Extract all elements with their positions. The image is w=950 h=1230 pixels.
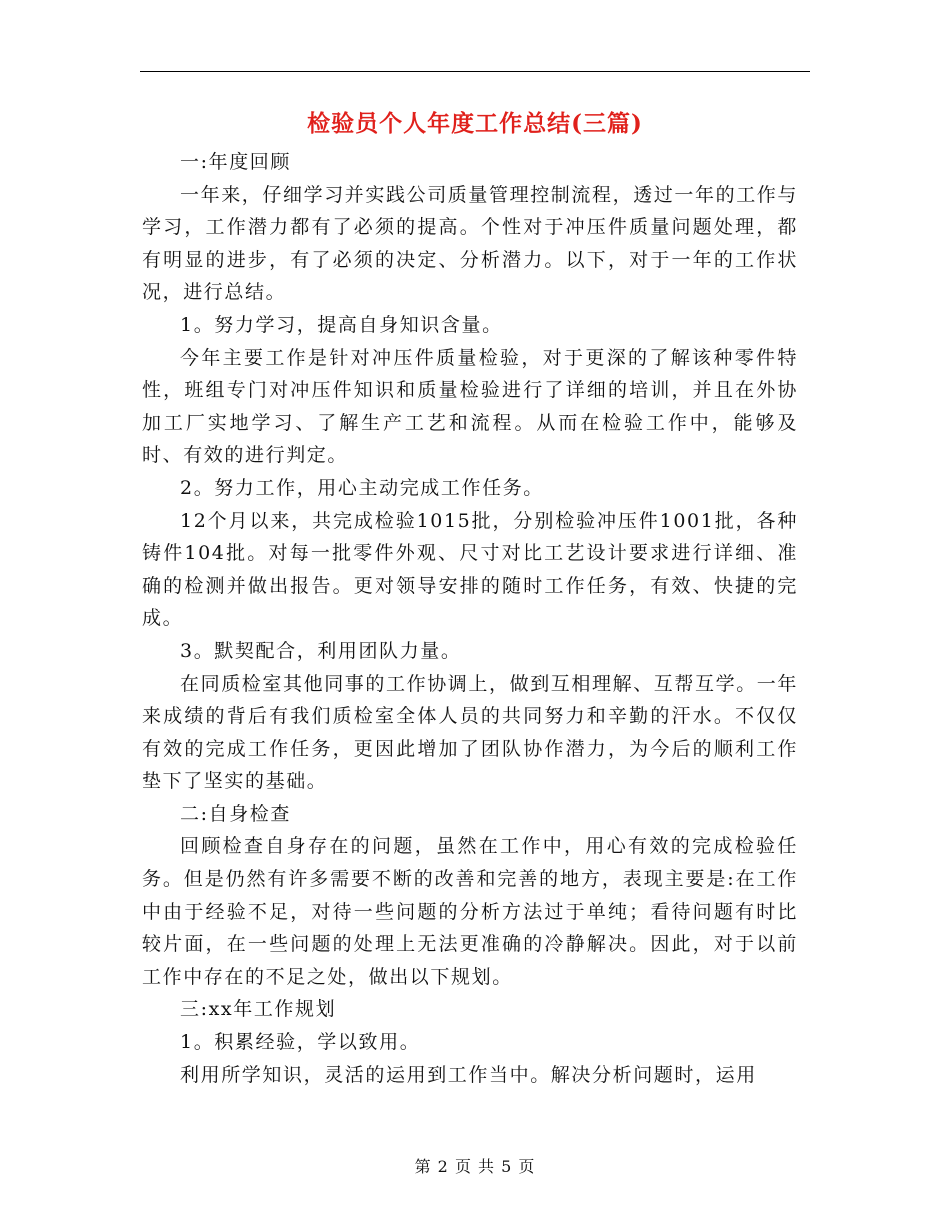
page-number-footer: 第 2 页 共 5 页: [414, 1157, 536, 1176]
paragraph: 在同质检室其他同事的工作协调上，做到互相理解、互帮互学。一年来成绩的背后有我们质检室全体人员的共同努力和辛勤的汗水。不仅仅有效的完成工作任务，更因此增加了团队协作潜力，为今后的顺利工作垫下了坚实的基础。: [142, 672, 799, 793]
list-item-heading: 1。努力学习，提高自身知识含量。: [180, 313, 503, 336]
list-item-heading: 2。努力工作，用心主动完成工作任务。: [180, 476, 544, 499]
section-heading: 一:年度回顾: [180, 151, 292, 173]
document-body: [142, 146, 798, 1091]
section-heading: 二:自身检查: [180, 802, 292, 825]
paragraph: 回顾检查自身存在的问题，虽然在工作中，用心有效的完成检验任务。但是仍然有许多需要不断的改善和完善的地方，表现主要是:在工作中由于经验不足，对待一些问题的分析方法过于单纯；看待问题有时比较片面，在一些问题的处理上无法更准确的冷静解决。因此，对于以前工作中存在的不足之处，做出以下规划。: [142, 835, 798, 988]
paragraph: 12个月以来，共完成检验1015批，分别检验冲压件1001批，各种铸件104批。对每一批零件外观、尺寸对比工艺设计要求进行详细、准确的检测并做出报告。更对领导安排的随时工作任务，有效、快捷的完成。: [142, 509, 798, 630]
document-title: 检验员个人年度工作总结(三篇): [307, 110, 643, 137]
list-item-heading: 1。积累经验，学以致用。: [180, 1031, 421, 1054]
section-heading: 三:xx年工作规划: [180, 998, 337, 1021]
header-rule: [140, 71, 810, 72]
list-item-heading: 3。默契配合，利用团队力量。: [180, 639, 462, 662]
paragraph: 利用所学知识，灵活的运用到工作当中。解决分析问题时，运用: [180, 1063, 757, 1086]
paragraph: 一年来，仔细学习并实践公司质量管理控制流程，透过一年的工作与学习，工作潜力都有了必须的提高。个性对于冲压件质量问题处理，都有明显的进步，有了必须的决定、分析潜力。以下，对于一年的工作状况，进行总结。: [142, 183, 799, 304]
paragraph: 今年主要工作是针对冲压件质量检验，对于更深的了解该种零件特性，班组专门对冲压件知识和质量检验进行了详细的培训，并且在外协加工厂实地学习、了解生产工艺和流程。从而在检验工作中，能够及时、有效的进行判定。: [142, 346, 798, 467]
